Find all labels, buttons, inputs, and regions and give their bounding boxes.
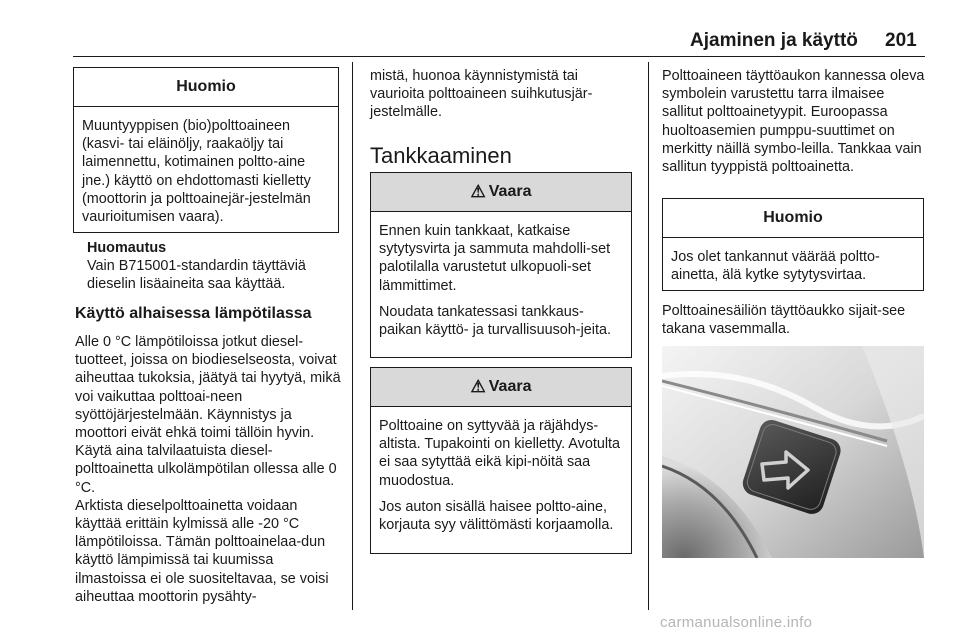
note-text: Vain B715001-standardin täyttäviä dieselin lisäaineita saa käyttää. — [87, 258, 306, 293]
danger-box-1-title: Vaara — [488, 183, 532, 200]
watermark: carmanualsonline.info — [660, 614, 813, 631]
danger-box-1-header — [371, 173, 631, 212]
paragraph-low-temperature — [75, 333, 347, 606]
danger-box-2-title: Vaara — [488, 378, 532, 395]
danger-box-2-p1: Polttoaine on syttyvää ja räjähdys-altista. Tupakointi on kielletty. Avotulta ei saa sytyttää eikä kipi-nöitä saa muodostua. — [379, 418, 621, 489]
column-divider-1 — [352, 62, 353, 610]
danger-box-2-header — [371, 368, 631, 407]
danger-box-1 — [370, 172, 632, 358]
paragraph-fuel-types — [662, 67, 928, 176]
fuel-filler-photo — [662, 346, 924, 558]
note-block — [87, 239, 339, 294]
danger-box-1-p1: Ennen kuin tankkaat, katkaise sytytysvirta ja sammuta mahdolli-set palotilalla varustetut ulkopuoli-set lämmittimet. — [379, 223, 611, 294]
caution-box — [73, 67, 339, 233]
paragraph-fuel-types-text: Polttoaineen täyttöaukon kannessa oleva symbolein varustettu tarra ilmaisee sallitut polttoainetyypit. Euroopassa huoltoasemien pumppu-suuttimet on merkitty näillä symbo-leilla. Tankkaa vain sallitun tyyppistä polttoainetta. — [662, 68, 925, 176]
caution-box-wrong-fuel — [662, 198, 924, 291]
fuel-filler-illustration — [662, 346, 924, 558]
caution-box-title: Huomio — [74, 68, 338, 107]
paragraph-low-temperature-1: Alle 0 °C lämpötiloissa jotkut diesel-tuotteet, joissa on biodieselseosta, voivat aiheuttaa tukoksia, jäätyä tai hyytyä, mikä voi vaikuttaa polttoai-neen syöttöjärjestelmään. Käynnistys ja moottori eivät ehkä toimi tällöin hyvin. Käytä aina talvilaatuista diesel-polttoainetta ulkolämpötilan ollessa alle 0 °C. — [75, 334, 341, 496]
continued-paragraph — [370, 67, 636, 122]
paragraph-low-temperature-2: Arktista dieselpolttoainetta voidaan käyttää erittäin kylmissä alle -20 °C lämpötiloissa. Tämän polttoainelaa-dun käyttö lämpimissä tai kuumissa ilmastoissa ei ole suositeltavaa, se voisi aiheuttaa moottorin pysähty- — [75, 497, 329, 605]
paragraph-filler-location — [662, 302, 928, 338]
caution-box-wrong-fuel-text: Jos olet tankannut väärää poltto-ainetta, älä kytke sytytysvirtaa. — [671, 249, 880, 284]
danger-box-2-p2: Jos auton sisällä haisee poltto-aine, korjauta syy välittömästi korjaamolla. — [379, 498, 614, 534]
column-divider-2 — [648, 62, 649, 610]
warning-triangle-icon: ⚠ — [470, 182, 486, 201]
danger-box-2-text — [371, 407, 631, 542]
note-title: Huomautus — [87, 240, 167, 256]
page-header-title: Ajaminen ja käyttö — [690, 30, 858, 51]
danger-box-1-text — [371, 212, 631, 347]
page-number: 201 — [885, 30, 917, 51]
warning-triangle-icon: ⚠ — [470, 377, 486, 396]
caution-box-wrong-fuel-title: Huomio — [663, 199, 923, 238]
section-heading-low-temperature: Käyttö alhaisessa lämpötilassa — [75, 305, 312, 322]
paragraph-filler-location-text: Polttoainesäiliön täyttöaukko sijait-see takana vasemmalla. — [662, 303, 906, 338]
section-heading-refuelling: Tankkaaminen — [370, 143, 512, 168]
danger-box-2 — [370, 367, 632, 554]
danger-box-1-p2: Noudata tankatessasi tankkaus-paikan käyttö- ja turvallisuusoh-jeita. — [379, 303, 611, 339]
caution-box-text: Muuntyyppisen (bio)polttoaineen (kasvi- tai eläinöljy, raakaöljy tai laimennettu, kotimainen poltto-aine jne.) käyttö on ehdottomasti kielletty (moottorin ja polttoainejär-jestelmän vaurioitumisen vaara). — [82, 118, 311, 226]
continued-paragraph-text: mistä, huonoa käynnistymistä tai vaurioita polttoaineen suihkutusjär-jestelmälle. — [370, 68, 593, 121]
header-divider — [73, 56, 925, 57]
